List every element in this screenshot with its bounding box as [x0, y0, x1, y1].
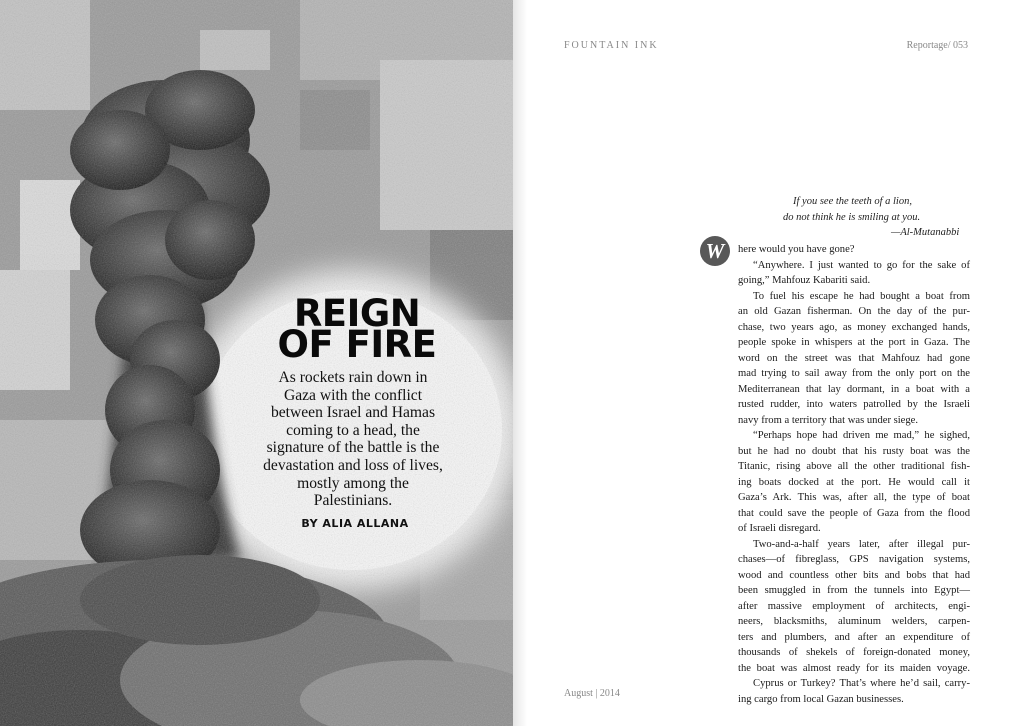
headline-line-2: OF FIRE	[277, 323, 437, 366]
epigraph-line-1: If you see the teeth of a lion,	[793, 196, 912, 207]
body-line: rusted rudder, into waters patrolled by the Israeli	[738, 399, 970, 410]
right-page	[513, 0, 1024, 726]
byline: BY ALIA ALLANA	[301, 517, 409, 530]
issue-date: August | 2014	[564, 688, 620, 699]
standfirst-line: As rockets rain down in	[278, 369, 428, 386]
epigraph	[709, 194, 964, 241]
standfirst-line: Gaza with the conflict	[283, 386, 423, 404]
body-line: thousands of shekels of foreign-donated money,	[738, 647, 970, 658]
epigraph-line-2: do not think he is smiling at you.	[783, 211, 921, 223]
body-line: the boat was almost ready for its maiden voyage.	[738, 662, 970, 674]
standfirst	[226, 369, 480, 510]
body-line: word on the street was that Mahfouz had gone	[738, 352, 970, 364]
magazine-name: FOUNTAIN INK	[564, 40, 659, 51]
body-line: chase, two years ago, as money exchanged hands,	[738, 321, 970, 333]
body-line: wood and countless other bits and bobs that had	[738, 569, 970, 581]
body-line: after massive employment of architects, engi-	[738, 600, 970, 612]
article-body	[738, 242, 970, 707]
body-line: neers, blacksmiths, aluminum welders, carpen-	[738, 616, 970, 627]
body-line: people spoke in whispers at the port in Gaza. The	[738, 337, 970, 348]
body-line: To fuel his escape he had bought a boat from	[753, 290, 970, 302]
body-line: Titanic, rising above all the other traditional fish-	[738, 461, 970, 472]
body-line: here would you have gone?	[738, 244, 855, 255]
body-line: but he had no doubt that his rusty boat was the	[738, 445, 970, 457]
article-headline	[272, 292, 442, 366]
body-line: navy from a territory that was under siege.	[738, 414, 919, 426]
page-folio: Reportage/ 053	[906, 40, 968, 51]
body-line: chases—of fibreglass, GPS navigation systems,	[738, 554, 970, 565]
body-line: going,” Mahfouz Kabariti said.	[738, 275, 871, 286]
body-line: “Perhaps hope had driven me mad,” he sighed,	[753, 430, 970, 441]
standfirst-line: Palestinians.	[313, 492, 393, 510]
standfirst-line: signature of the battle is the	[266, 439, 440, 457]
standfirst-line: mostly among the	[297, 474, 409, 492]
body-line: “Anywhere. I just wanted to go for the sake of	[753, 259, 970, 271]
body-line: of Israeli disregard.	[738, 523, 821, 534]
body-line: that could save the people of Gaza from the flood	[738, 507, 970, 519]
headline-line-1: REIGN	[293, 292, 421, 335]
body-line: ing cargo from local Gazan businesses.	[738, 693, 904, 705]
drop-cap: W	[700, 236, 730, 266]
body-line: ing boats docked at the port. He would call it	[738, 476, 970, 488]
body-line: Gaza’s Ark. This was, after all, the type of boat	[738, 492, 970, 503]
body-line: Two-and-a-half years later, after illegal pur-	[753, 538, 970, 550]
body-line: ters and plumbers, and after an expenditure of	[738, 631, 970, 643]
body-line: Cyprus or Turkey? That’s where he’d sail, carry-	[753, 678, 970, 689]
standfirst-line: devastation and loss of lives,	[263, 456, 443, 474]
body-line: been smuggled in from the tunnels into Egypt—	[738, 585, 970, 596]
body-line: an old Gazan fisherman. On the day of the pur-	[738, 306, 970, 317]
body-line: Mediterranean that lay dormant, in a boat with a	[738, 383, 970, 395]
epigraph-attribution: —Al-Mutanabbi	[891, 227, 960, 238]
body-line: mad trying to sail away from the only port on the	[738, 368, 970, 379]
standfirst-line: between Israel and Hamas	[270, 404, 436, 422]
standfirst-line: coming to a head, the	[286, 421, 420, 439]
